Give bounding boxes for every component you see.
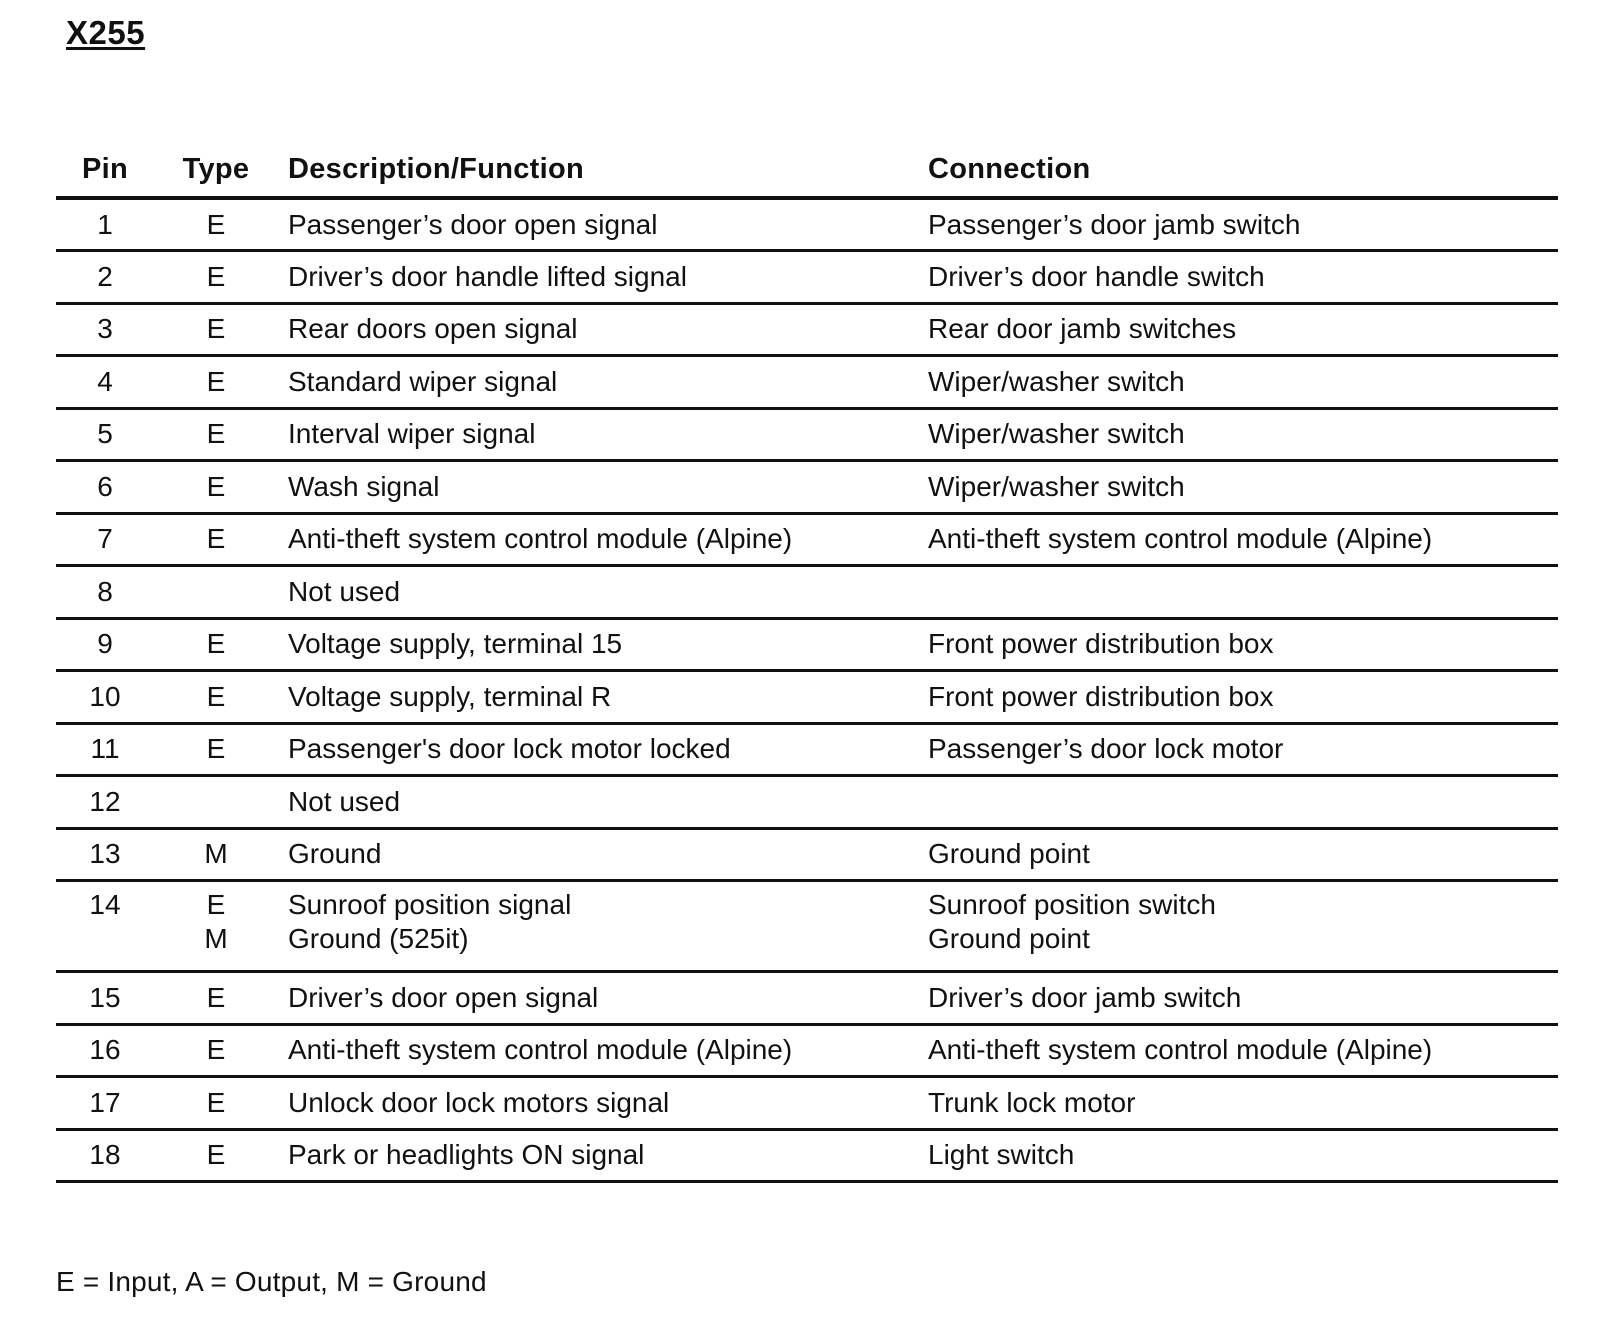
type-cell-line: E [206,1034,226,1066]
connection-cell [928,356,1558,409]
connection-cell-line: Trunk lock motor [928,1086,1136,1118]
type-cell-line: E [206,260,226,292]
type-cell-line: E [206,680,226,712]
description-cell [288,1077,928,1130]
type-cell [164,513,288,566]
type-cell [164,618,288,671]
column-header-connection: Connection [928,140,1558,198]
connection-cell-line: Driver’s door handle switch [928,260,1265,292]
connection-cell [928,303,1558,356]
connection-cell [928,198,1558,251]
description-cell [288,251,928,304]
pin-cell: 16 [56,1024,164,1077]
pin-cell: 11 [56,723,164,776]
description-cell [288,723,928,776]
description-cell-line: Ground [288,838,382,870]
connection-cell [928,618,1558,671]
table-row [56,723,1558,776]
connection-cell-line: Sunroof position switch [928,889,1216,920]
description-cell [288,566,928,619]
table-row [56,513,1558,566]
type-cell-line: M [204,922,228,954]
table-row [56,251,1558,304]
table-row [56,356,1558,409]
type-cell [164,566,288,619]
column-header-pin: Pin [56,140,164,198]
pin-cell: 4 [56,356,164,409]
description-cell-line: Passenger's door lock motor locked [288,733,731,765]
connection-cell-line: Front power distribution box [928,628,1274,660]
connection-cell-line: Passenger’s door jamb switch [928,208,1301,240]
pin-cell: 15 [56,972,164,1025]
connection-cell-line: Ground point [928,838,1090,870]
connection-cell-line: Ground point [928,922,1090,954]
pin-cell: 5 [56,408,164,461]
table-row [56,198,1558,251]
description-cell-line: Unlock door lock motors signal [288,1086,670,1118]
type-cell [164,881,288,972]
type-cell [164,408,288,461]
connection-cell [928,723,1558,776]
pin-cell: 10 [56,671,164,724]
connection-cell [928,251,1558,304]
type-cell-line: E [206,208,226,240]
table-row [56,1077,1558,1130]
description-cell [288,198,928,251]
connection-cell-line: Driver’s door jamb switch [928,981,1242,1013]
connection-cell [928,972,1558,1025]
connection-cell-line: Wiper/washer switch [928,365,1185,397]
type-cell [164,356,288,409]
type-cell [164,1129,288,1182]
type-cell-line: E [206,470,226,502]
description-cell-line: Ground (525it) [288,922,469,954]
column-header-type: Type [164,140,288,198]
table-row [56,1024,1558,1077]
connection-cell [928,828,1558,881]
description-cell-line: Driver’s door open signal [288,981,599,1013]
pin-cell: 3 [56,303,164,356]
description-cell-line: Standard wiper signal [288,365,558,397]
table-row [56,972,1558,1025]
pin-cell: 1 [56,198,164,251]
pin-cell: 17 [56,1077,164,1130]
table-row [56,1129,1558,1182]
table-row [56,408,1558,461]
type-cell [164,972,288,1025]
pin-cell: 14 [56,881,164,972]
pin-cell: 6 [56,461,164,514]
type-cell-line: E [206,733,226,765]
pin-cell: 13 [56,828,164,881]
description-cell-line: Rear doors open signal [288,313,578,345]
description-cell [288,1129,928,1182]
type-cell [164,776,288,829]
table-row [56,461,1558,514]
description-cell-line: Voltage supply, terminal 15 [288,628,623,660]
connection-cell-line: Light switch [928,1139,1075,1171]
description-cell-line: Not used [288,785,401,817]
description-cell [288,972,928,1025]
pin-table [56,140,1558,1183]
description-cell-line: Interval wiper signal [288,418,536,450]
connection-cell-line: Passenger’s door lock motor [928,733,1284,765]
type-cell-line: E [206,889,226,920]
description-cell [288,513,928,566]
description-cell-line: Not used [288,575,401,607]
table-header-row [56,140,1558,198]
table-row [56,618,1558,671]
type-cell [164,1077,288,1130]
connection-cell [928,1129,1558,1182]
table-row [56,776,1558,829]
type-cell [164,723,288,776]
type-cell-line: E [206,365,226,397]
connection-cell [928,461,1558,514]
connection-cell [928,881,1558,972]
table-row [56,566,1558,619]
connection-cell-line: Anti-theft system control module (Alpine) [928,1034,1433,1066]
type-cell [164,461,288,514]
connection-cell-line: Anti-theft system control module (Alpine) [928,523,1433,555]
description-cell [288,828,928,881]
description-cell [288,776,928,829]
pin-cell: 9 [56,618,164,671]
connection-cell [928,408,1558,461]
pin-cell: 12 [56,776,164,829]
description-cell-line: Anti-theft system control module (Alpine) [288,1034,793,1066]
type-cell-line: M [204,838,228,870]
description-cell-line: Anti-theft system control module (Alpine) [288,523,793,555]
table-body [56,198,1558,1182]
description-cell [288,408,928,461]
description-cell [288,461,928,514]
type-cell [164,828,288,881]
description-cell-line: Driver’s door handle lifted signal [288,260,687,292]
type-cell [164,198,288,251]
description-cell-line: Sunroof position signal [288,889,572,920]
type-cell-line: E [206,1086,226,1118]
pin-cell: 8 [56,566,164,619]
column-header-description: Description/Function [288,140,928,198]
description-cell [288,303,928,356]
pin-cell: 18 [56,1129,164,1182]
description-cell [288,881,928,972]
type-cell-line: E [206,981,226,1013]
table-row [56,828,1558,881]
type-cell-line: E [206,628,226,660]
pin-cell: 7 [56,513,164,566]
description-cell-line: Passenger’s door open signal [288,208,658,240]
type-cell [164,671,288,724]
connection-cell [928,1077,1558,1130]
connection-cell [928,1024,1558,1077]
type-cell-line: E [206,418,226,450]
description-cell [288,1024,928,1077]
connection-cell [928,513,1558,566]
description-cell-line: Wash signal [288,470,440,502]
description-cell-line: Voltage supply, terminal R [288,680,612,712]
connection-cell-line: Front power distribution box [928,680,1274,712]
type-cell-line: E [206,313,226,345]
type-cell [164,1024,288,1077]
description-cell-line: Park or headlights ON signal [288,1139,645,1171]
description-cell [288,356,928,409]
connection-cell-line: Rear door jamb switches [928,313,1237,345]
table-row [56,303,1558,356]
table-row [56,671,1558,724]
type-cell-line: E [206,1139,226,1171]
connection-cell [928,671,1558,724]
table-row [56,881,1558,972]
description-cell [288,671,928,724]
type-cell-line: E [206,523,226,555]
connection-cell [928,566,1558,619]
description-cell [288,618,928,671]
connection-cell-line: Wiper/washer switch [928,470,1185,502]
page-title: X255 [66,14,146,51]
legend: E = Input, A = Output, M = Ground [56,1266,487,1297]
pin-cell: 2 [56,251,164,304]
connection-cell [928,776,1558,829]
connection-cell-line: Wiper/washer switch [928,418,1185,450]
type-cell [164,251,288,304]
type-cell [164,303,288,356]
